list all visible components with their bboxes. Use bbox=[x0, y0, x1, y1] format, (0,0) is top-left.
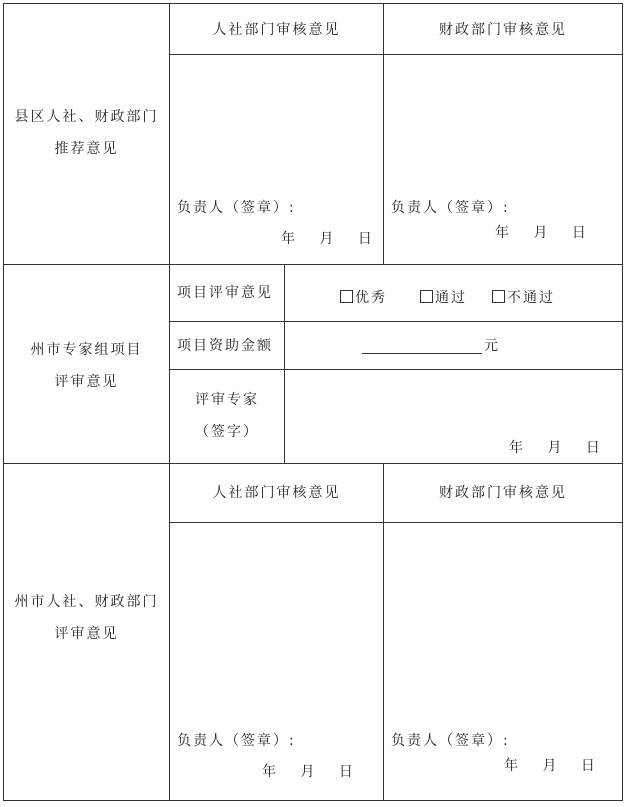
label-line: 评审意见 bbox=[54, 626, 119, 642]
hrss-signer-label: 负责人（签章）: bbox=[177, 733, 296, 749]
column-divider bbox=[383, 4, 384, 264]
cropped-footnote-text bbox=[0, 801, 627, 807]
prefecture-review-label bbox=[4, 593, 169, 643]
application-review-form bbox=[3, 3, 623, 801]
county-recommendation-label bbox=[4, 108, 169, 158]
option-excellent[interactable] bbox=[340, 287, 387, 307]
review-opinion-label: 项目评审意见 bbox=[177, 285, 273, 301]
hrss-review-header: 人社部门审核意见 bbox=[212, 22, 341, 38]
finance-review-header: 财政部门审核意见 bbox=[439, 485, 567, 501]
label-line: 州市人社、财政部门 bbox=[14, 594, 159, 610]
checkbox-icon[interactable] bbox=[420, 290, 433, 303]
finance-date-label: 年 月 日 bbox=[495, 225, 588, 241]
label-line: （签字） bbox=[195, 424, 259, 440]
checkbox-icon[interactable] bbox=[340, 290, 353, 303]
finance-review-header: 财政部门审核意见 bbox=[439, 22, 567, 38]
finance-signer-label: 负责人（签章）: bbox=[391, 200, 510, 216]
option-label: 优秀 bbox=[355, 290, 387, 306]
row-divider bbox=[169, 321, 622, 322]
expert-review-label bbox=[4, 341, 169, 391]
option-label: 通过 bbox=[435, 290, 467, 306]
row-divider bbox=[169, 54, 622, 55]
row-divider bbox=[169, 369, 622, 370]
hrss-review-header: 人社部门审核意见 bbox=[212, 485, 341, 501]
reviewing-expert-label bbox=[170, 391, 284, 441]
label-line: 评审意见 bbox=[54, 374, 119, 390]
expert-date-label: 年 月 日 bbox=[509, 440, 602, 456]
row-divider bbox=[169, 522, 622, 523]
row-divider bbox=[4, 264, 622, 265]
option-label: 不通过 bbox=[507, 290, 555, 306]
option-pass[interactable] bbox=[420, 287, 467, 307]
finance-date-label: 年 月 日 bbox=[504, 758, 597, 774]
hrss-signer-label: 负责人（签章）: bbox=[177, 200, 296, 216]
hrss-date-label: 年 月 日 bbox=[262, 764, 355, 780]
amount-unit: 元 bbox=[484, 338, 500, 354]
option-fail[interactable] bbox=[492, 287, 555, 307]
hrss-date-label: 年 月 日 bbox=[281, 231, 374, 247]
funding-amount-label: 项目资助金额 bbox=[177, 338, 273, 354]
checkbox-icon[interactable] bbox=[492, 290, 505, 303]
label-line: 州市专家组项目 bbox=[30, 342, 143, 358]
label-line: 推荐意见 bbox=[54, 141, 119, 157]
column-divider bbox=[284, 264, 285, 463]
row-divider bbox=[4, 463, 622, 464]
label-line: 评审专家 bbox=[195, 392, 259, 408]
label-line: 县区人社、财政部门 bbox=[14, 109, 159, 125]
funding-amount-field[interactable] bbox=[362, 353, 482, 354]
column-divider bbox=[383, 463, 384, 800]
finance-signer-label: 负责人（签章）: bbox=[391, 733, 510, 749]
